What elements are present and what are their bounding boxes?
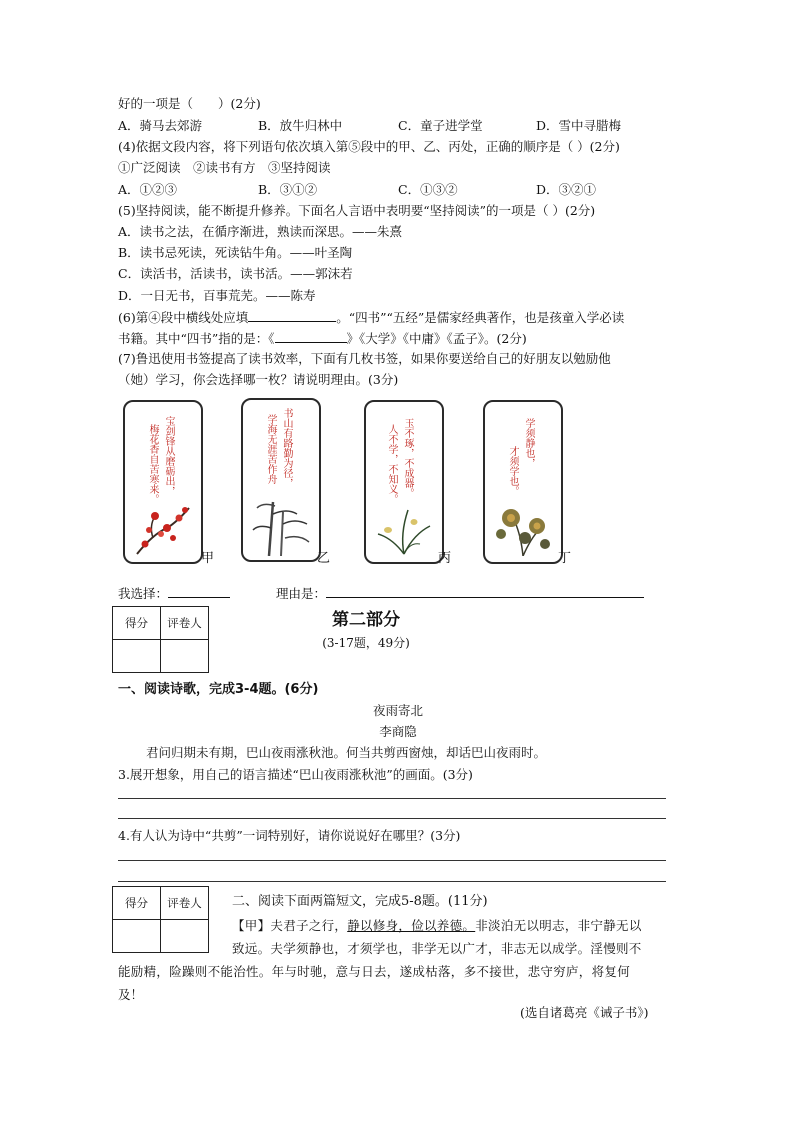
passage-text: 非淡泊无以明志，非宁静无以 <box>475 918 642 933</box>
choice-line <box>118 583 644 604</box>
q6-line2-pre: 书籍。其中“四书”指的是：《 <box>118 331 275 346</box>
answer-blank[interactable] <box>248 307 336 322</box>
bookmark-chrysanthemum[interactable] <box>483 400 563 564</box>
grader-cell[interactable] <box>161 640 209 673</box>
option-c: C．①③② <box>398 182 458 197</box>
score-cell[interactable] <box>113 640 161 673</box>
score-header: 得分 <box>113 607 161 640</box>
bookmark-plum[interactable] <box>123 400 203 564</box>
poem-title: 夜雨寄北 <box>372 703 423 718</box>
question-6-line2 <box>118 328 527 349</box>
bamboo-icon <box>251 498 313 556</box>
poem-body: 君问归期未有期，巴山夜雨涨秋池。何当共剪西窗烛，却话巴山夜雨时。 <box>146 745 547 760</box>
question-5: (5)坚持阅读，能不断提升修养。下面名人言语中表明要“坚持阅读”的一项是（ ）(2分) <box>118 203 596 218</box>
bookmark-text: 学须静也， <box>523 418 534 468</box>
passage-source: (选自诸葛亮《诫子书》) <box>520 1005 649 1020</box>
option-b: B．读书忌死读，死读钻牛角。——叶圣陶 <box>118 245 353 260</box>
bookmark-text: 才须学也。 <box>507 446 518 496</box>
bookmark-label: 甲 <box>201 551 215 566</box>
question-4: (4)依据文段内容，将下列语句依次填入第⑤段中的甲、乙、丙处，正确的顺序是（ ）(2分) <box>118 139 620 154</box>
question-tail: 好的一项是（ ）(2分) <box>118 96 261 111</box>
section-heading: 二、阅读下面两篇短文，完成5-8题。(11分) <box>232 894 488 909</box>
bookmark-orchid[interactable] <box>364 400 444 564</box>
choice-label: 我选择： <box>118 586 169 601</box>
bookmark-label: 丁 <box>558 551 572 566</box>
bookmark-text: 书山有路勤为径， <box>281 408 292 488</box>
plum-blossom-icon <box>133 504 193 556</box>
answer-line[interactable] <box>118 798 666 799</box>
bookmark-label: 丙 <box>438 551 452 566</box>
grader-header: 评卷人 <box>161 887 209 920</box>
grader-cell[interactable] <box>161 920 209 953</box>
q6-text-post: 。“四书”“五经”是儒家经典著作，也是孩童入学必读 <box>336 310 625 325</box>
question-7-line2: （她）学习，你会选择哪一枚？请说明理由。(3分) <box>118 372 399 387</box>
chrysanthemum-icon <box>493 500 553 556</box>
option-a: A．①②③ <box>118 182 178 197</box>
option-a: A．读书之法，在循序渐进，熟读而深思。——朱熹 <box>118 224 403 239</box>
reason-blank[interactable] <box>326 583 644 598</box>
orchid-icon <box>374 504 434 556</box>
option-c: C．童子进学堂 <box>398 118 483 133</box>
bookmark-label: 乙 <box>317 551 331 566</box>
option-d: D．③②① <box>536 182 597 197</box>
passage-line: 能励精，险躁则不能治性。年与时驰，意与日去，遂成枯落，多不接世，悲守穷庐，将复何 <box>118 964 631 979</box>
question-3: 3.展开想象，用自己的语言描述“巴山夜雨涨秋池”的画面。(3分) <box>118 767 473 782</box>
question-6 <box>118 307 624 328</box>
part-subtitle: (3-17题，49分) <box>322 636 410 650</box>
passage-line: 致远。夫学须静也，才须学也，非学无以广才，非志无以成学。淫慢则不 <box>232 941 642 956</box>
answer-line[interactable] <box>118 818 666 819</box>
option-b: B．③①② <box>258 182 318 197</box>
option-a: A．骑马去郊游 <box>118 118 203 133</box>
part-title: 第二部分 <box>332 610 400 630</box>
option-d: D．雪中寻腊梅 <box>536 118 622 133</box>
score-header: 得分 <box>113 887 161 920</box>
passage-underlined: 静以修身，俭以养德。 <box>347 918 476 933</box>
choice-blank[interactable] <box>168 583 230 598</box>
option-d: D．一日无书，百事荒芜。——陈寿 <box>118 288 316 303</box>
question-4: 4.有人认为诗中“共剪”一词特别好，请你说说好在哪里？(3分) <box>118 828 461 843</box>
passage-line <box>232 916 642 936</box>
option-c: C．读活书，活读书，读书活。——郭沫若 <box>118 266 353 281</box>
bookmark-bamboo[interactable] <box>241 398 321 562</box>
answer-line[interactable] <box>118 881 666 882</box>
reason-label: 理由是： <box>275 586 326 601</box>
option-b: B．放牛归林中 <box>258 118 343 133</box>
score-box <box>112 606 209 673</box>
answer-line[interactable] <box>118 860 666 861</box>
bookmark-text: 学海无涯苦作舟 <box>265 414 276 484</box>
grader-header: 评卷人 <box>161 607 209 640</box>
question-7: (7)鲁迅使用书签提高了读书效率，下面有几枚书签，如果你要送给自己的好朋友以勉励他 <box>118 351 611 366</box>
score-cell[interactable] <box>113 920 161 953</box>
score-box <box>112 886 209 953</box>
question-4-items: ①广泛阅读 ②读书有方 ③坚持阅读 <box>118 160 331 175</box>
q6-line2-post: 》《大学》《中庸》《孟子》。(2分) <box>346 331 527 346</box>
answer-blank[interactable] <box>275 328 347 343</box>
bookmark-text: 玉不琢，不成器。 <box>402 418 413 498</box>
section-heading: 一、阅读诗歌，完成3-4题。(6分) <box>118 682 319 697</box>
poem-author: 李商隐 <box>379 724 417 739</box>
passage-text: 【甲】夫君子之行， <box>232 918 348 933</box>
bookmark-text: 梅花香自苦寒来。 <box>147 424 158 504</box>
bookmark-text: 宝剑锋从磨砺出， <box>163 416 174 496</box>
q6-text-pre: (6)第④段中横线处应填 <box>118 310 249 325</box>
bookmark-text: 人不学，不知义。 <box>386 424 397 504</box>
passage-line: 及！ <box>118 987 144 1002</box>
